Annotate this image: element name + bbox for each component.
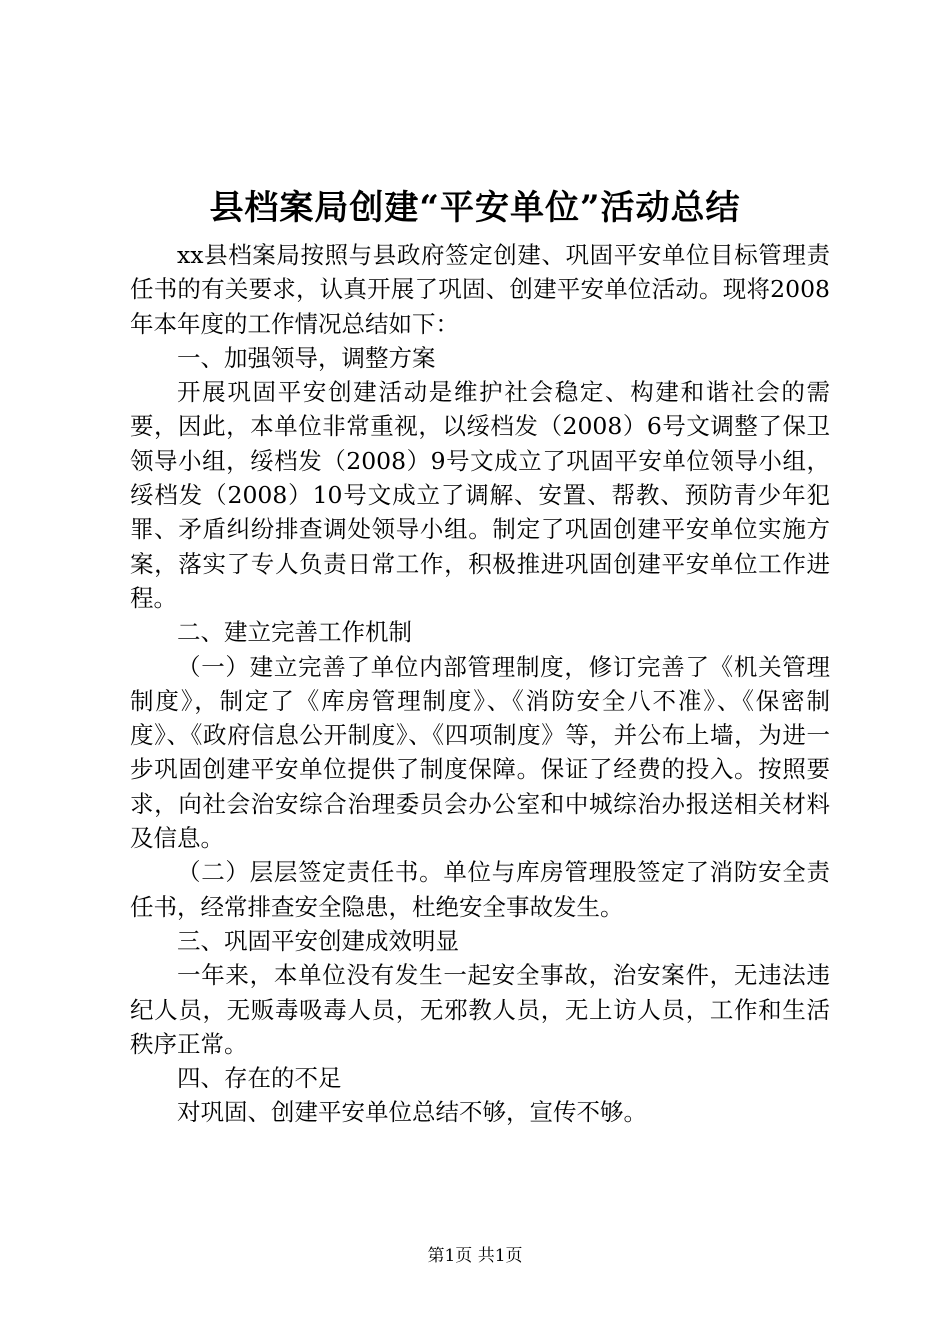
document-title: 县档案局创建“平安单位”活动总结 — [209, 188, 741, 228]
section-3-paragraph: 一年来，本单位没有发生一起安全事故，治安案件，无违法违纪人员，无贩毒吸毒人员，无邪教人员，无上访人员，工作和生活秩序正常。 — [130, 961, 830, 1058]
page-footer: 第1页 共1页 — [427, 1246, 523, 1266]
section-1-paragraph: 开展巩固平安创建活动是维护社会稳定、构建和谐社会的需要，因此，本单位非常重视，以绥档发（2008）6号文调整了保卫领导小组，绥档发（2008）9号文成立了巩固平安单位领导小组，绥档发（2008）10号文成立了调解、安置、帮教、预防青少年犯罪、矛盾纠纷排查调处领导小组。制定了巩固创建平安单位实施方案，落实了专人负责日常工作，积极推进巩固创建平安单位工作进程。 — [130, 378, 830, 612]
section-heading-3: 三、巩固平安创建成效明显 — [177, 926, 459, 955]
section-heading-1: 一、加强领导，调整方案 — [177, 343, 436, 372]
intro-paragraph: xx县档案局按照与县政府签定创建、巩固平安单位目标管理责任书的有关要求，认真开展了巩固、创建平安单位活动。现将2008年本年度的工作情况总结如下： — [130, 241, 830, 338]
document-body — [130, 238, 830, 1130]
section-heading-4: 四、存在的不足 — [177, 1064, 342, 1093]
section-heading-2: 二、建立完善工作机制 — [177, 618, 412, 647]
section-2-paragraph-2: （二）层层签定责任书。单位与库房管理股签定了消防安全责任书，经常排查安全隐患，杜绝安全事故发生。 — [130, 858, 830, 921]
section-2-paragraph-1: （一）建立完善了单位内部管理制度，修订完善了《机关管理制度》，制定了《库房管理制度》、《消防安全八不准》、《保密制度》、《政府信息公开制度》、《四项制度》等，并公布上墙，为进一步巩固创建平安单位提供了制度保障。保证了经费的投入。按照要求，向社会治安综合治理委员会办公室和中城综治办报送相关材料及信息。 — [130, 652, 830, 853]
section-4-paragraph: 对巩固、创建平安单位总结不够，宣传不够。 — [177, 1098, 647, 1127]
